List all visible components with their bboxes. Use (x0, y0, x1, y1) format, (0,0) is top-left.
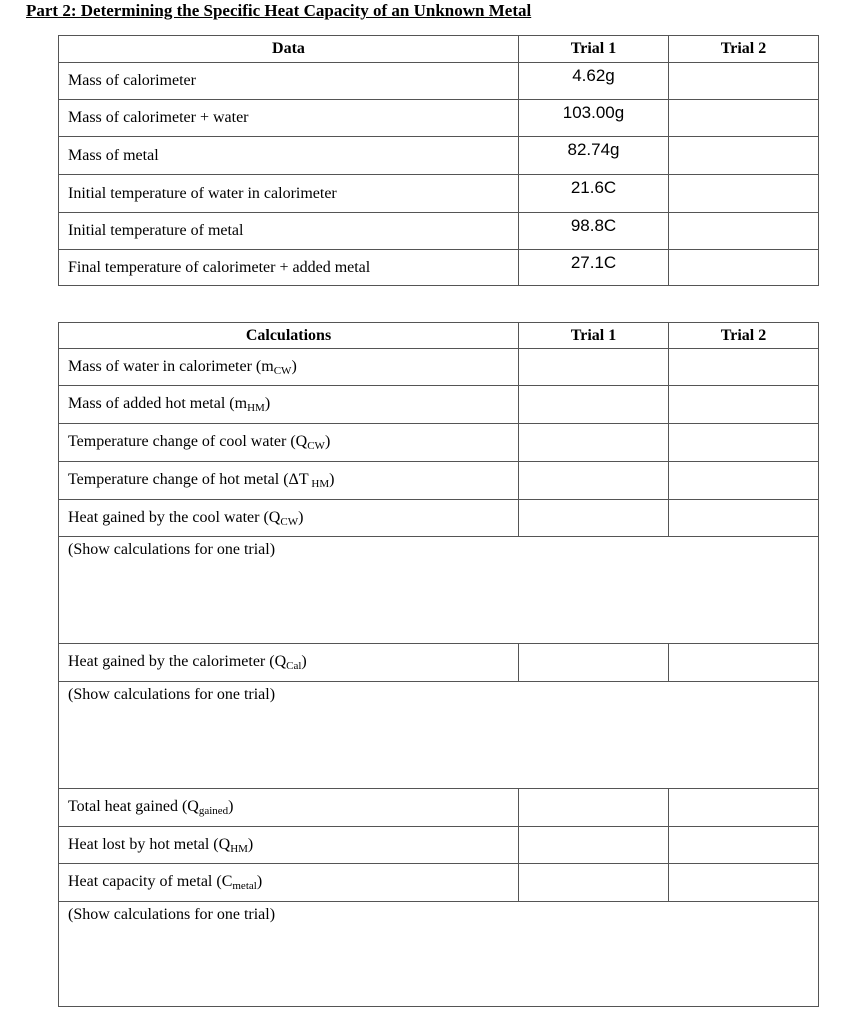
table-row (59, 250, 819, 286)
table-row (59, 175, 819, 213)
trial-2-cell[interactable] (669, 424, 819, 462)
table-row (59, 644, 819, 682)
header-trial-1: Trial 1 (519, 323, 669, 349)
header-trial-2: Trial 2 (669, 323, 819, 349)
header-trial-1: Trial 1 (519, 36, 669, 63)
show-work-area[interactable]: (Show calculations for one trial) (59, 682, 819, 789)
trial-1-cell[interactable] (519, 864, 669, 902)
calc-label-heat-lost-hot-metal: Heat lost by hot metal (QHM) (59, 827, 519, 864)
table-row (59, 864, 819, 902)
table-row (59, 137, 819, 175)
calc-table-header (59, 323, 819, 349)
trial-1-cell[interactable] (519, 349, 669, 386)
calc-label-heat-capacity-metal: Heat capacity of metal (Cmetal) (59, 864, 519, 902)
header-calculations: Calculations (59, 323, 519, 349)
trial-2-value[interactable] (669, 100, 819, 137)
calc-label-temp-change-hot-metal: Temperature change of hot metal (ΔT HM) (59, 462, 519, 500)
trial-1-value[interactable]: 4.62g (519, 63, 669, 100)
calc-label-heat-gained-cool-water: Heat gained by the cool water (QCW) (59, 500, 519, 537)
trial-2-cell[interactable] (669, 789, 819, 827)
trial-1-cell[interactable] (519, 462, 669, 500)
trial-2-cell[interactable] (669, 500, 819, 537)
trial-1-value[interactable]: 21.6C (519, 175, 669, 213)
trial-2-cell[interactable] (669, 827, 819, 864)
calc-label-heat-gained-calorimeter: Heat gained by the calorimeter (QCal) (59, 644, 519, 682)
trial-1-value[interactable]: 103.00g (519, 100, 669, 137)
row-label: Mass of calorimeter + water (59, 100, 519, 137)
row-label: Initial temperature of metal (59, 213, 519, 250)
trial-2-cell[interactable] (669, 349, 819, 386)
trial-2-value[interactable] (669, 63, 819, 100)
show-work-area[interactable]: (Show calculations for one trial) (59, 537, 819, 644)
trial-1-value[interactable]: 82.74g (519, 137, 669, 175)
trial-2-cell[interactable] (669, 462, 819, 500)
calc-label-total-heat-gained: Total heat gained (Qgained) (59, 789, 519, 827)
page-title: Part 2: Determining the Specific Heat Capacity of an Unknown Metal (26, 1, 532, 20)
trial-2-value[interactable] (669, 213, 819, 250)
table-row (59, 462, 819, 500)
header-data: Data (59, 36, 519, 63)
table-row (59, 63, 819, 100)
row-label: Final temperature of calorimeter + added metal (59, 250, 519, 286)
trial-1-cell[interactable] (519, 386, 669, 424)
trial-1-cell[interactable] (519, 827, 669, 864)
trial-2-cell[interactable] (669, 644, 819, 682)
show-work-row (59, 537, 819, 644)
table-row (59, 500, 819, 537)
trial-1-value[interactable]: 98.8C (519, 213, 669, 250)
table-row (59, 213, 819, 250)
table-row (59, 424, 819, 462)
show-work-row (59, 682, 819, 789)
show-work-area[interactable]: (Show calculations for one trial) (59, 902, 819, 1007)
table-row (59, 100, 819, 137)
table-row (59, 827, 819, 864)
calculations-table (58, 322, 819, 1007)
row-label: Mass of metal (59, 137, 519, 175)
row-label: Initial temperature of water in calorimeter (59, 175, 519, 213)
trial-1-cell[interactable] (519, 789, 669, 827)
calc-label-temp-change-cool-water: Temperature change of cool water (QCW) (59, 424, 519, 462)
trial-2-value[interactable] (669, 137, 819, 175)
trial-1-value[interactable]: 27.1C (519, 250, 669, 286)
trial-2-value[interactable] (669, 250, 819, 286)
show-work-row (59, 902, 819, 1007)
trial-2-cell[interactable] (669, 386, 819, 424)
trial-1-cell[interactable] (519, 424, 669, 462)
data-table-header (59, 36, 819, 63)
table-row (59, 349, 819, 386)
trial-1-cell[interactable] (519, 500, 669, 537)
table-row (59, 386, 819, 424)
calc-label-mass-hot-metal: Mass of added hot metal (mHM) (59, 386, 519, 424)
data-table (58, 35, 819, 286)
trial-2-value[interactable] (669, 175, 819, 213)
header-trial-2: Trial 2 (669, 36, 819, 63)
row-label: Mass of calorimeter (59, 63, 519, 100)
trial-1-cell[interactable] (519, 644, 669, 682)
trial-2-cell[interactable] (669, 864, 819, 902)
calc-label-mass-water: Mass of water in calorimeter (mCW) (59, 349, 519, 386)
table-row (59, 789, 819, 827)
